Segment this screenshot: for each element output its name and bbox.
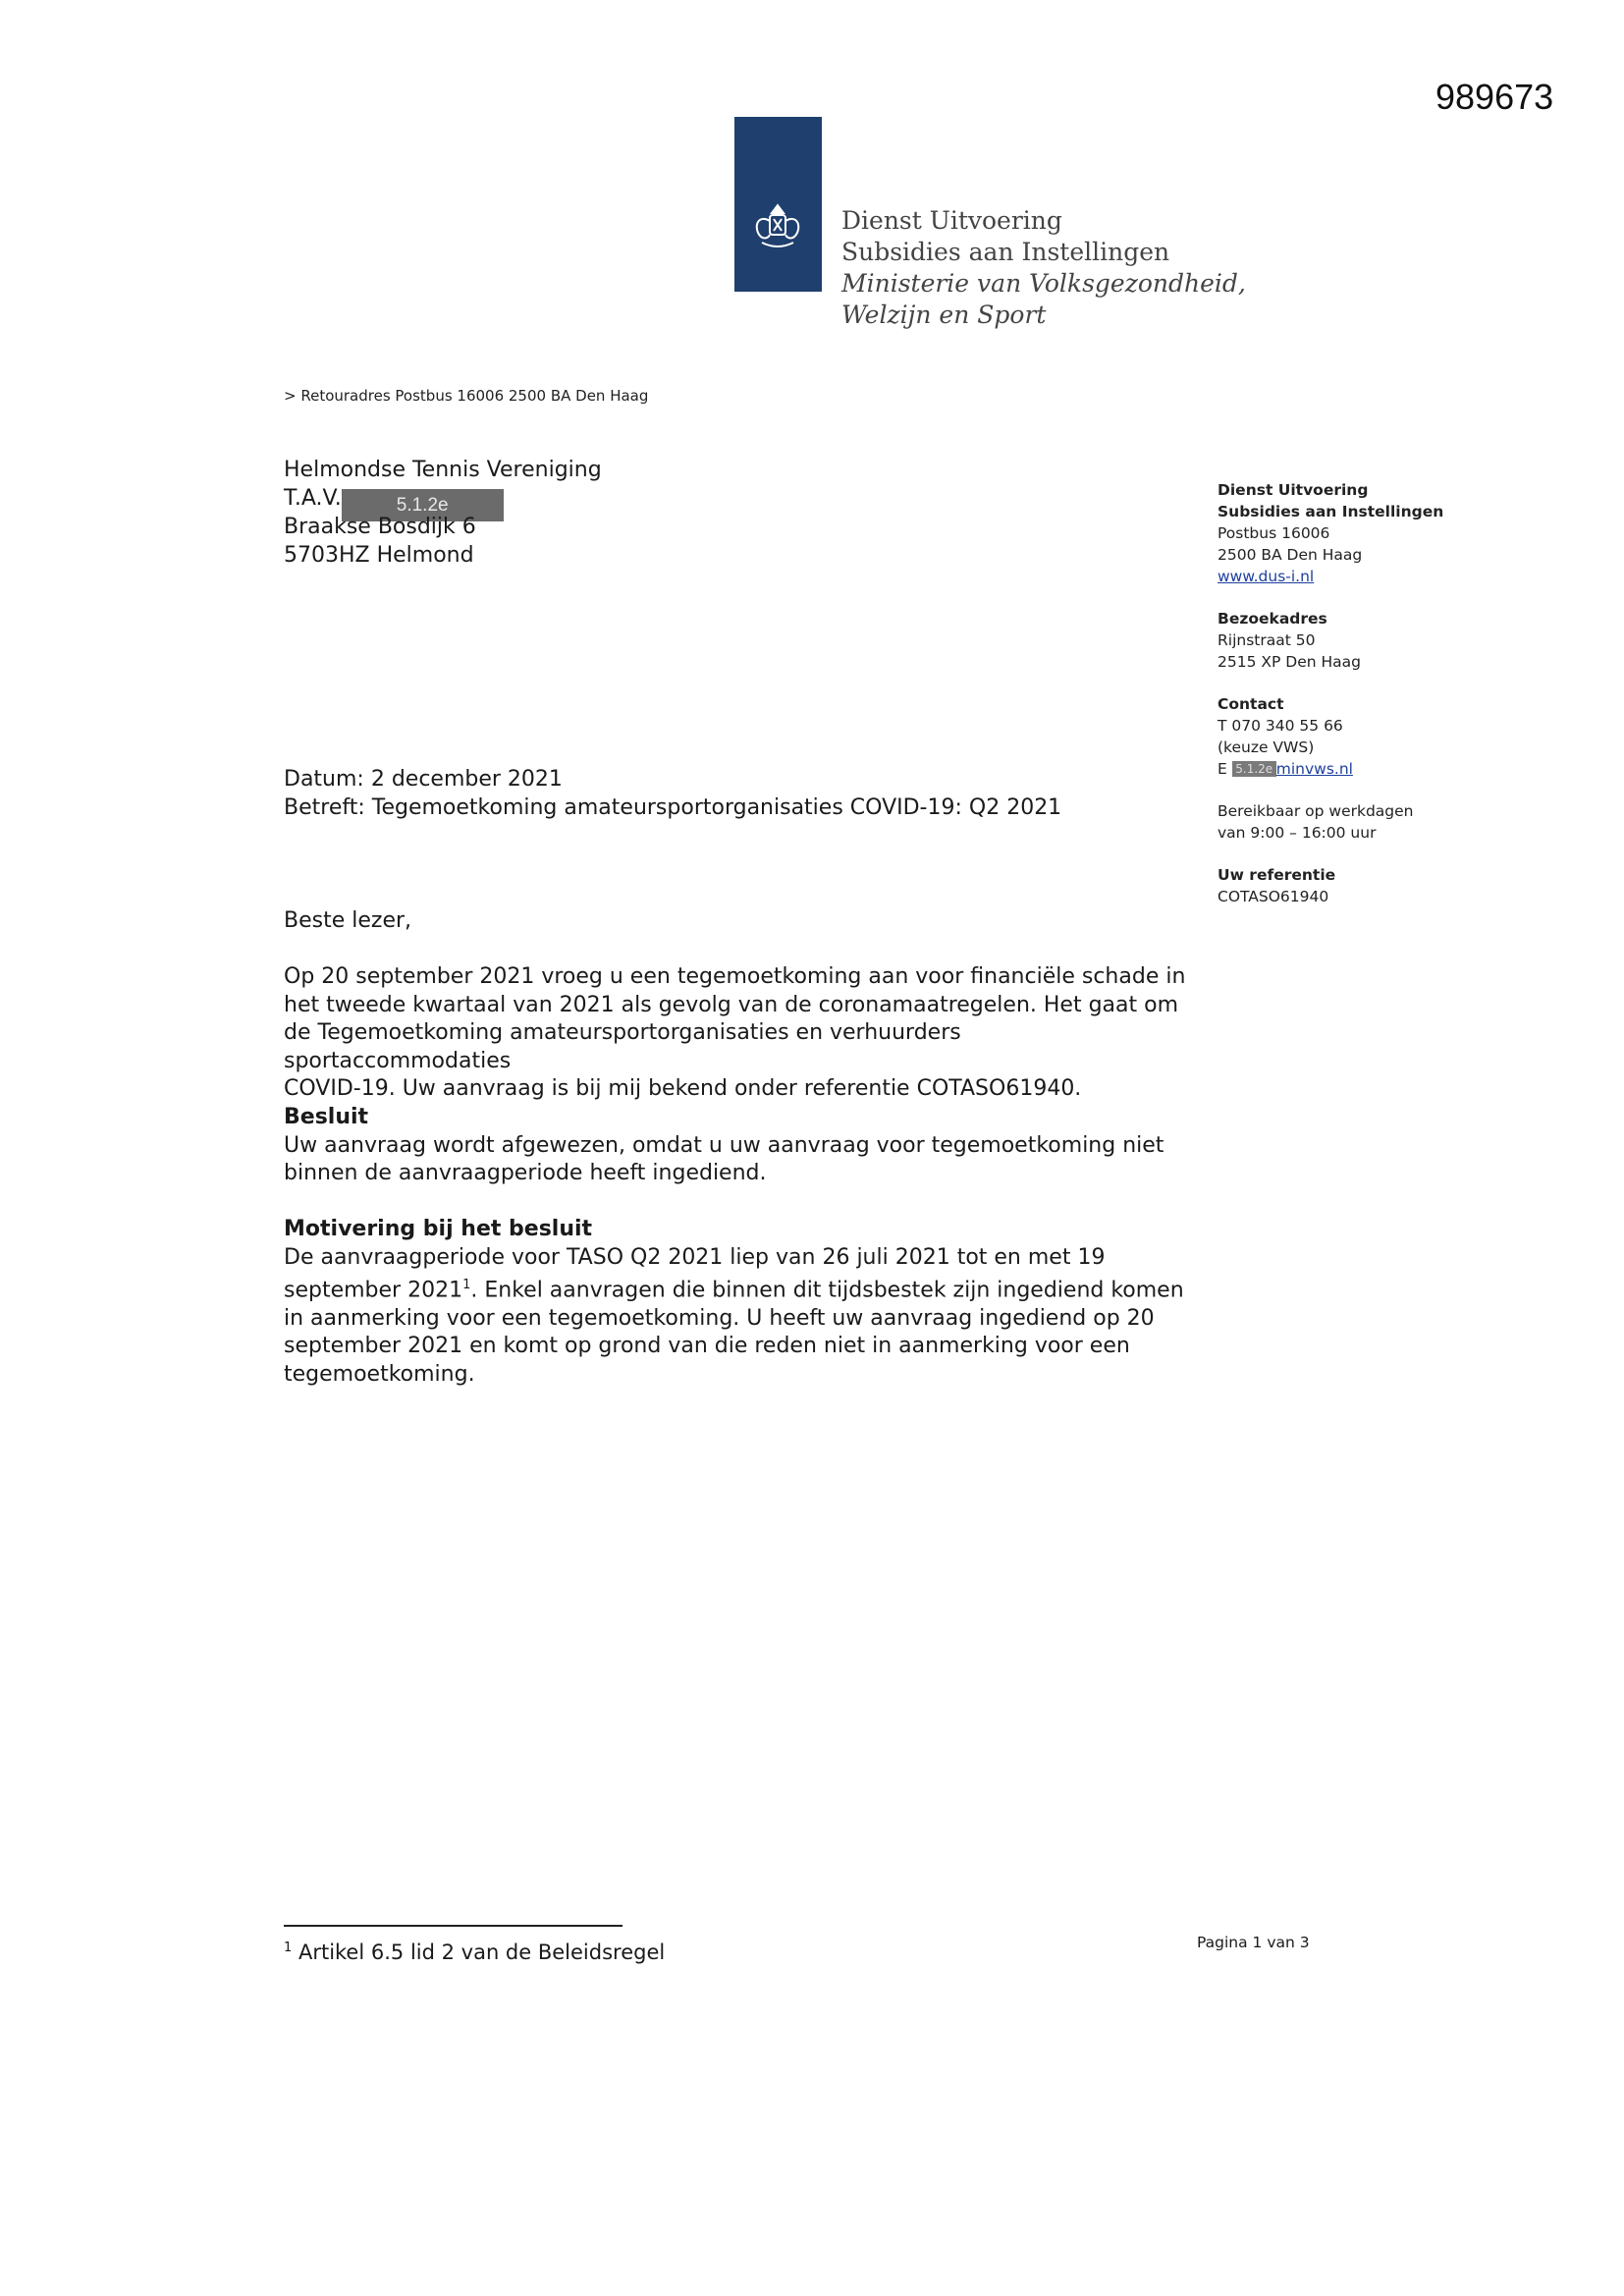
visit-heading: Bezoekadres: [1218, 610, 1327, 628]
footnote-divider: [284, 1925, 623, 1927]
tav-label: T.A.V.: [284, 486, 342, 511]
recipient-city: 5703HZ Helmond: [284, 543, 474, 568]
document-number: 989673: [1435, 77, 1554, 117]
return-address: > Retouradres Postbus 16006 2500 BA Den Haag: [284, 387, 649, 405]
visit-street: Rijnstraat 50: [1218, 631, 1316, 649]
sidebar-org-line1: Dienst Uitvoering: [1218, 481, 1369, 499]
sidebar-postbus: Postbus 16006: [1218, 524, 1330, 542]
hours-line2: van 9:00 – 16:00 uur: [1218, 824, 1377, 842]
decision-heading: Besluit: [284, 1105, 369, 1129]
motivation-heading: Motivering bij het besluit: [284, 1217, 593, 1241]
sender-sidebar: [1218, 479, 1512, 907]
logo-line-2: Subsidies aan Instellingen: [841, 238, 1170, 266]
logo-text: [841, 205, 1246, 331]
contact-phone-note: (keuze VWS): [1218, 738, 1315, 756]
reference-heading: Uw referentie: [1218, 866, 1336, 884]
visit-city: 2515 XP Den Haag: [1218, 653, 1361, 671]
logo-line-3: Ministerie van Volksgezondheid,: [841, 269, 1246, 298]
sidebar-postcode: 2500 BA Den Haag: [1218, 546, 1363, 564]
redaction-box: 5.1.2e: [342, 489, 504, 521]
email-redaction: 5.1.2e: [1232, 761, 1276, 777]
sidebar-org-line2: Subsidies aan Instellingen: [1218, 503, 1444, 520]
logo-bar: [734, 117, 822, 292]
recipient-name: Helmondse Tennis Vereniging: [284, 458, 602, 482]
logo-line-4: Welzijn en Sport: [841, 301, 1047, 329]
subject-line: Betreft: Tegemoetkoming amateursportorganisaties COVID-19: Q2 2021: [284, 795, 1062, 820]
salutation: Beste lezer,: [284, 908, 412, 933]
footnote: $^1$ Artikel 6.5 lid 2 van de Beleidsregel: [284, 1941, 666, 1964]
logo-line-1: Dienst Uitvoering: [841, 206, 1062, 235]
coat-of-arms-icon: [742, 199, 814, 258]
decision-section: Besluit Uw aanvraag wordt afgewezen, omdat u uw aanvraag voor tegemoetkoming niet binnen de aanvraagperiode heeft ingediend.: [284, 1104, 1187, 1188]
contact-heading: Contact: [1218, 695, 1284, 713]
recipient-street: Braakse Bosdijk 6: [284, 515, 476, 539]
website-link[interactable]: www.dus-i.nl: [1218, 568, 1315, 585]
contact-email: E 5.1.2e minvws.nl: [1218, 760, 1353, 778]
motivation-section: Motivering bij het besluit De aanvraagperiode voor TASO Q2 2021 liep van 26 juli 2021 tot en met 19 september 2021$^1$. Enkel aanvragen die binnen dit tijdsbestek zijn ingediend komen in aanmerking voor een tegemoetkoming. U heeft uw aanvraag ingediend op 20 september 2021 en komt op grond van die reden niet in aanmerking voor een tegemoetkoming.: [284, 1216, 1187, 1389]
reference-value: COTASO61940: [1218, 888, 1329, 905]
page-number: Pagina 1 van 3: [1197, 1934, 1310, 1951]
intro-paragraph: Op 20 september 2021 vroeg u een tegemoetkoming aan voor financiële schade in het tweede kwartaal van 2021 als gevolg van de coronamaatregelen. Het gaat om de Tegemoetkoming amateursportorganisaties en verhuurders sportaccommodaties COVID-19. Uw aanvraag is bij mij bekend onder referentie COTASO61940.: [284, 964, 1186, 1101]
email-link[interactable]: minvws.nl: [1275, 760, 1353, 778]
footnote-ref: 1: [462, 1278, 471, 1292]
contact-phone: T 070 340 55 66: [1218, 717, 1343, 735]
date-line: Datum: 2 december 2021: [284, 767, 563, 792]
hours-line1: Bereikbaar op werkdagen: [1218, 802, 1414, 820]
